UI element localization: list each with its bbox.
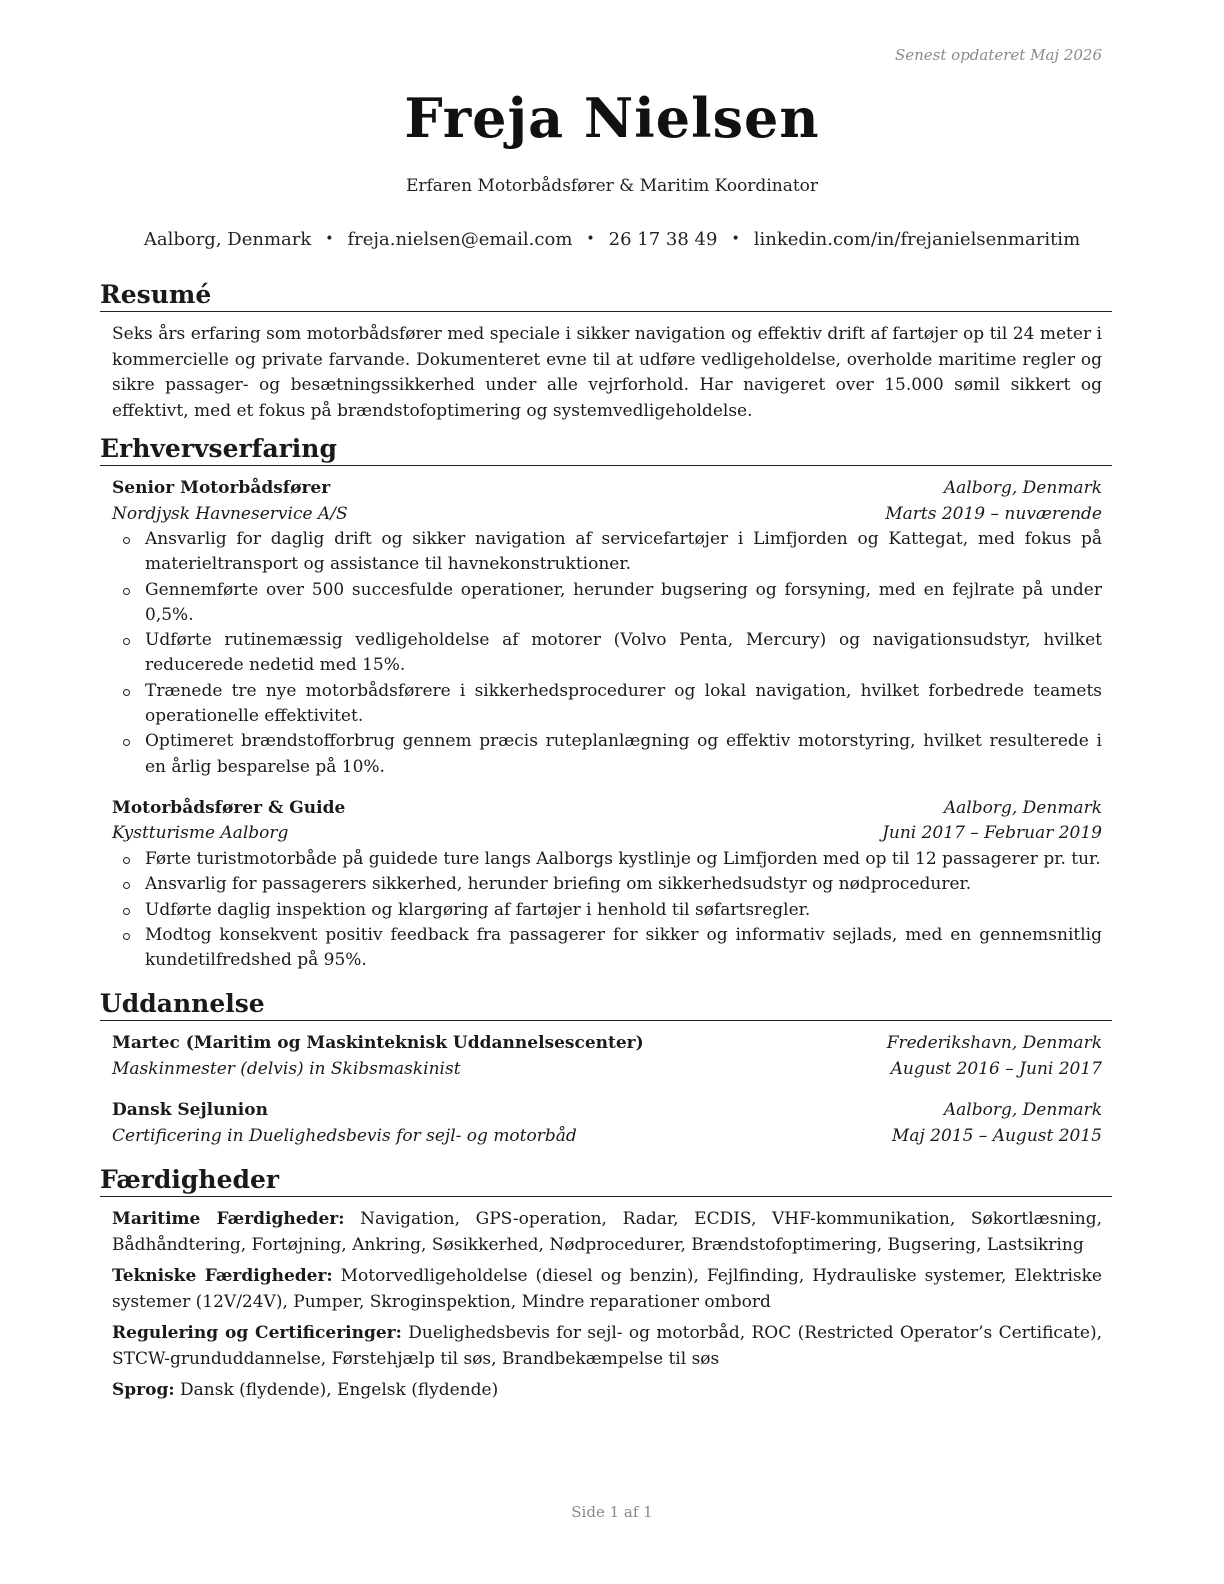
bullet-text: Førte turistmotorbåde på guidede ture langs Aalborgs kystlinje og Limfjorden med op til 12 passagerer pr. tur. (145, 848, 1101, 869)
school-name: Martec (Maritim og Maskinteknisk Uddannelsescenter) (112, 1033, 644, 1054)
job-title: Motorbådsfører & Guide (112, 797, 346, 818)
candidate-name: Freja Nielsen (404, 86, 820, 150)
summary-text: Seks års erfaring som motorbådsfører med speciale i sikker navigation og effektiv drift af fartøjer op til 24 meter i kommercielle og private farvande. Dokumenteret evne til at udføre vedligeholdelse, overholde maritime regler og sikre passager- og besætningssikkerhed under alle vejrforhold. Har navigeret over 15.000 sømil sikkert og effektivt, med et fokus på brændstofoptimering og systemvedligeholdelse. (112, 324, 1102, 421)
job-bullets (112, 847, 1102, 973)
circle-bullet-icon (123, 638, 130, 645)
contact-linkedin[interactable]: linkedin.com/in/frejanielsenmaritim (753, 229, 1081, 250)
skill-group-items: Navigation, GPS-operation, Radar, ECDIS, VHF-kommunikation, Søkortlæsning, Bådhåndtering, Fortøjning, Ankring, Søsikkerhed, Nødprocedurer, Brændstofoptimering, Bugsering, Lastsikring (112, 1209, 1103, 1255)
bullet-text: Ansvarlig for passagerers sikkerhed, herunder briefing om sikkerhedsudstyr og nødprocedurer. (145, 874, 972, 895)
list-item (112, 872, 1102, 897)
job-entry (100, 796, 1112, 973)
bullet-separator-icon: • (731, 231, 740, 247)
skill-group (100, 1207, 1112, 1258)
list-item (112, 923, 1102, 974)
school-location: Frederikshavn, Denmark (886, 1033, 1102, 1054)
bullet-text: Modtog konsekvent positiv feedback fra passagerer for sikker og informativ sejlads, med en gennemsnitlig kundetilfredshed på 95%. (145, 924, 1102, 971)
skill-group-label: Sprog: (112, 1380, 175, 1401)
skill-group-label: Tekniske Færdigheder: (112, 1266, 333, 1287)
education-section (100, 989, 1112, 1149)
bullet-text: Udførte daglig inspektion og klargøring af fartøjer i henhold til søfartsregler. (145, 899, 811, 920)
job-company: Nordjysk Havneservice A/S (112, 503, 348, 524)
section-heading: Uddannelse (100, 989, 1112, 1021)
circle-bullet-icon (123, 857, 130, 864)
skill-group (100, 1321, 1112, 1372)
bullet-text: Trænede tre nye motorbådsførere i sikkerhedsprocedurer og lokal navigation, hvilket forbedrede teamets operationelle effektivitet. (145, 680, 1102, 727)
education-dates: August 2016 – Juni 2017 (890, 1058, 1102, 1079)
list-item (112, 847, 1102, 872)
skill-group-items: Dansk (flydende), Engelsk (flydende) (180, 1380, 499, 1401)
contact-line (0, 229, 1224, 250)
school-location: Aalborg, Denmark (943, 1100, 1102, 1121)
skill-group (100, 1378, 1112, 1404)
job-dates: Marts 2019 – nuværende (885, 503, 1102, 524)
circle-bullet-icon (123, 908, 130, 915)
list-item (112, 729, 1102, 780)
list-item (112, 898, 1102, 923)
page-number: Side 1 af 1 (571, 1503, 653, 1521)
circle-bullet-icon (123, 588, 130, 595)
bullet-separator-icon: • (586, 231, 595, 247)
circle-bullet-icon (123, 739, 130, 746)
circle-bullet-icon (123, 882, 130, 889)
list-item (112, 527, 1102, 578)
contact-email[interactable]: freja.nielsen@email.com (347, 229, 573, 250)
section-heading: Resumé (100, 280, 1112, 312)
job-title: Senior Motorbådsfører (112, 478, 331, 498)
section-heading: Erhvervserfaring (100, 434, 1112, 466)
list-item (112, 679, 1102, 730)
resume-body (100, 280, 1112, 1414)
circle-bullet-icon (123, 537, 130, 544)
education-entry (100, 1031, 1112, 1082)
bullet-text: Gennemførte over 500 succesfulde operationer, herunder bugsering og forsyning, med en fejlrate på under 0,5%. (145, 579, 1102, 625)
circle-bullet-icon (123, 689, 130, 696)
section-heading: Færdigheder (100, 1165, 1112, 1197)
circle-bullet-icon (123, 933, 130, 940)
summary-section (100, 280, 1112, 424)
bullet-text: Udførte rutinemæssig vedligeholdelse af motorer (Volvo Penta, Mercury) og navigationsudstyr, hvilket reducerede nedetid med 15%. (145, 630, 1102, 676)
bullet-text: Ansvarlig for daglig drift og sikker navigation af servicefartøjer i Limfjorden og Kattegat, med fokus på materieltransport og assistance til havnekonstruktioner. (145, 529, 1102, 575)
job-location: Aalborg, Denmark (943, 478, 1102, 498)
skill-group (100, 1264, 1112, 1315)
degree: Certificering in Duelighedsbevis for sejl- og motorbåd (112, 1125, 577, 1146)
skill-group-items: Duelighedsbevis for sejl- og motorbåd, ROC (Restricted Operator’s Certificate), STCW-grunduddannelse, Førstehjælp til søs, Brandbekæmpelse til søs (112, 1323, 1103, 1369)
job-dates: Juni 2017 – Februar 2019 (882, 823, 1102, 844)
education-dates: Maj 2015 – August 2015 (891, 1125, 1102, 1146)
job-company: Kystturisme Aalborg (112, 823, 289, 844)
education-entry (100, 1098, 1112, 1149)
experience-section (100, 434, 1112, 973)
skill-group-label: Regulering og Certificeringer: (112, 1323, 402, 1344)
job-entry (100, 476, 1112, 780)
skills-section (100, 1165, 1112, 1404)
contact-phone: 26 17 38 49 (608, 229, 718, 250)
skill-group-items: Motorvedligeholdelse (diesel og benzin), Fejlfinding, Hydrauliske systemer, Elektriske systemer (12V/24V), Pumper, Skroginspektion, Mindre reparationer ombord (112, 1266, 1102, 1312)
candidate-headline: Erfaren Motorbådsfører & Maritim Koordinator (405, 176, 819, 196)
contact-location: Aalborg, Denmark (143, 229, 312, 250)
bullet-text: Optimeret brændstofforbrug gennem præcis ruteplanlægning og effektiv motorstyring, hvilket resulterede i en årlig besparelse på 10%. (145, 731, 1102, 777)
degree: Maskinmester (delvis) in Skibsmaskinist (112, 1058, 461, 1079)
job-location: Aalborg, Denmark (943, 797, 1102, 818)
skill-group-label: Maritime Færdigheder: (112, 1209, 345, 1230)
bullet-separator-icon: • (325, 231, 334, 247)
job-bullets (112, 527, 1102, 780)
school-name: Dansk Sejlunion (112, 1100, 268, 1121)
last-updated-note: Senest opdateret Maj 2026 (894, 46, 1102, 64)
list-item (112, 578, 1102, 629)
list-item (112, 628, 1102, 679)
